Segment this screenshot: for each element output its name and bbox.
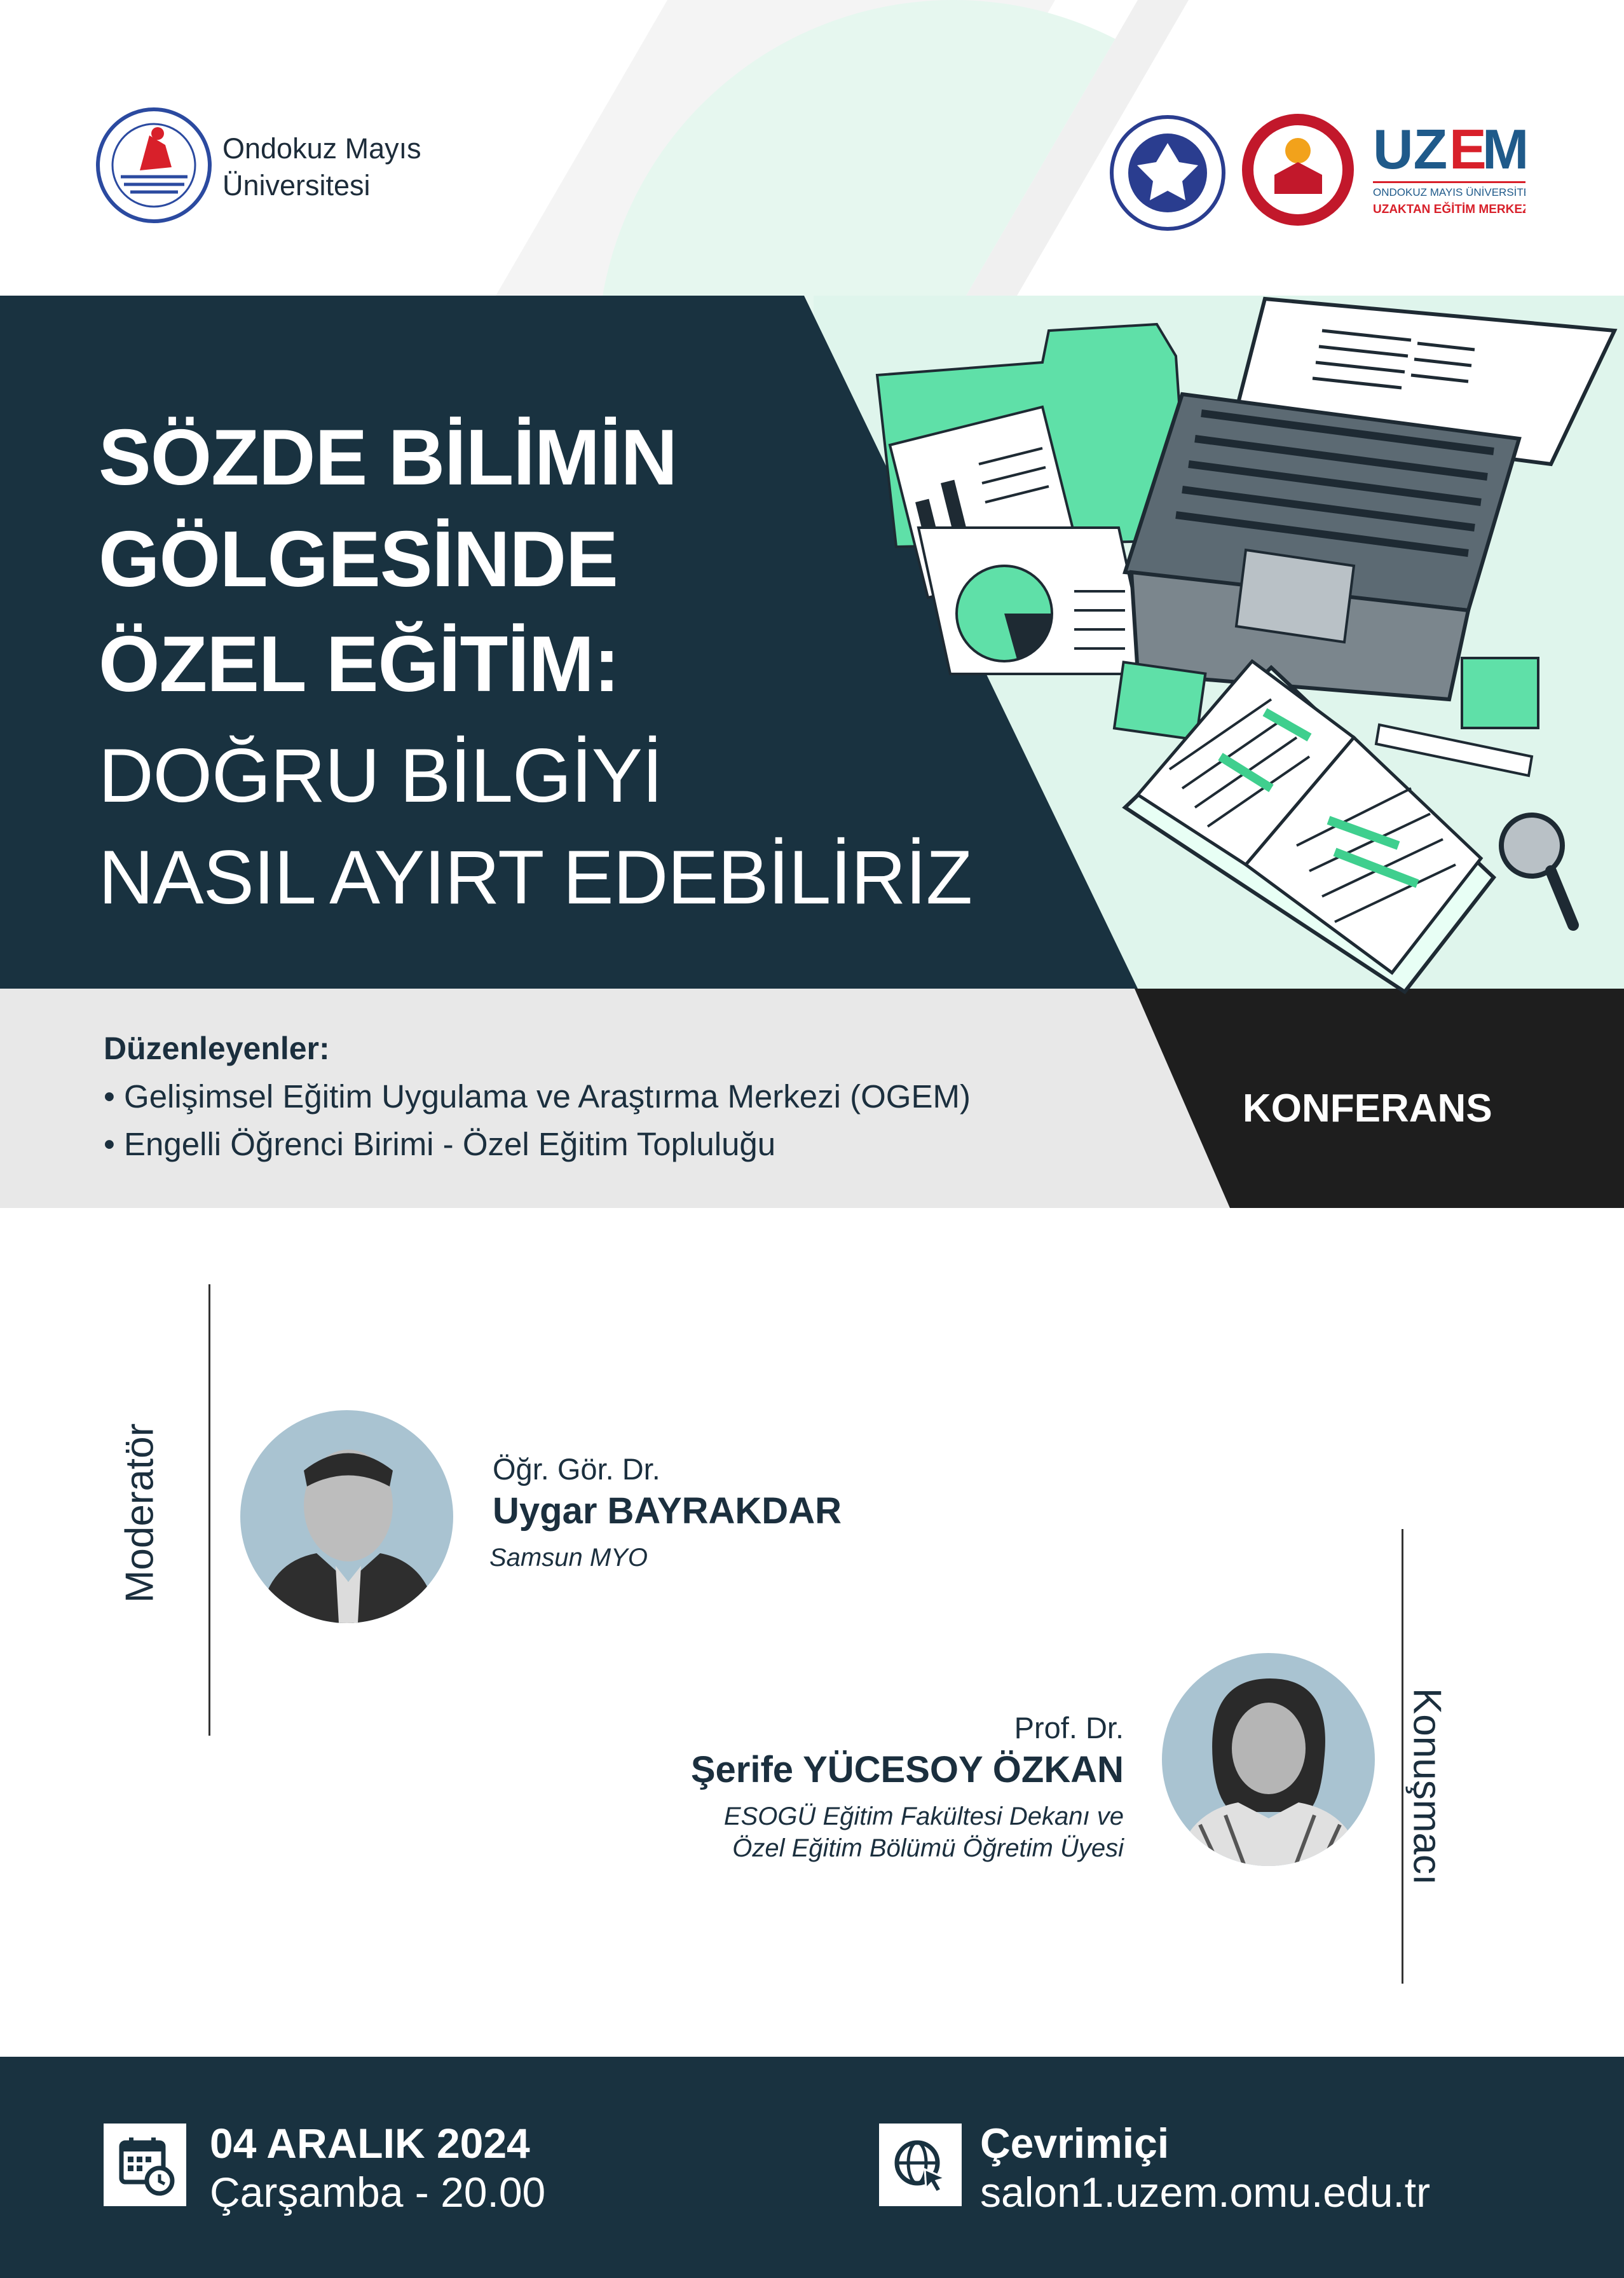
organizer-item: • Gelişimsel Eğitim Uygulama ve Araştırma Merkezi (OGEM) (104, 1078, 971, 1115)
university-name (222, 130, 421, 204)
title-line-2: GÖLGESİNDE (99, 516, 618, 603)
esogu-logo (1109, 114, 1227, 232)
uzem-logo (1373, 114, 1525, 223)
speaker-unit-line1: ESOGÜ Eğitim Fakültesi Dekanı ve (723, 1802, 1124, 1830)
speaker-divider (1402, 1529, 1403, 1984)
speaker-role-label: Konuşmacı (1405, 1687, 1449, 1886)
title-line-1: SÖZDE BİLİMİN (99, 414, 678, 502)
ogem-logo (1239, 111, 1357, 229)
pie-chart-page-illustration (918, 528, 1150, 674)
moderator-divider (208, 1284, 210, 1736)
event-type-label: KONFERANS (1243, 1087, 1492, 1130)
venue-label: Çevrimiçi (980, 2120, 1170, 2167)
title-line-3: ÖZEL EĞİTİM: (99, 621, 620, 708)
university-name-line1: Ondokuz Mayıs (222, 132, 421, 165)
svg-text:UZ: UZ (1373, 118, 1448, 181)
footer-bar (0, 2057, 1624, 2278)
calendar-clock-icon (104, 2124, 186, 2206)
moderator-unit: Samsun MYO (489, 1544, 648, 1572)
svg-text:M: M (1482, 118, 1525, 181)
subtitle-line-2: NASIL AYIRT EDEBİLİRİZ (99, 835, 972, 920)
subtitle-line-1: DOĞRU BİLGİYİ (99, 733, 663, 818)
speaker-photo (1162, 1653, 1375, 1866)
event-time: Çarşamba - 20.00 (210, 2169, 546, 2216)
svg-text:UZAKTAN EĞİTİM MERKEZİ: UZAKTAN EĞİTİM MERKEZİ (1373, 203, 1525, 216)
university-name-line2: Üniversitesi (222, 169, 371, 202)
moderator-title: Öğr. Gör. Dr. (493, 1452, 660, 1486)
moderator-role-label: Moderatör (118, 1423, 162, 1603)
speaker-title: Prof. Dr. (1014, 1711, 1124, 1745)
organizer-item: • Engelli Öğrenci Birimi - Özel Eğitim Topluluğu (104, 1126, 776, 1162)
globe-cursor-icon (879, 2124, 962, 2206)
speaker-name: Şerife YÜCESOY ÖZKAN (690, 1749, 1124, 1790)
omu-logo (95, 107, 213, 224)
moderator-photo (240, 1410, 453, 1623)
svg-text:ONDOKUZ MAYIS ÜNİVERSİTESİ: ONDOKUZ MAYIS ÜNİVERSİTESİ (1373, 186, 1525, 198)
moderator-name: Uygar BAYRAKDAR (493, 1490, 842, 1532)
event-date: 04 ARALIK 2024 (210, 2120, 530, 2167)
speaker-unit-line2: Özel Eğitim Bölümü Öğretim Üyesi (732, 1834, 1124, 1862)
svg-text:E: E (1449, 118, 1487, 181)
venue-url-link[interactable]: salon1.uzem.omu.edu.tr (980, 2169, 1431, 2216)
organizers-heading: Düzenleyenler: (104, 1031, 330, 1066)
